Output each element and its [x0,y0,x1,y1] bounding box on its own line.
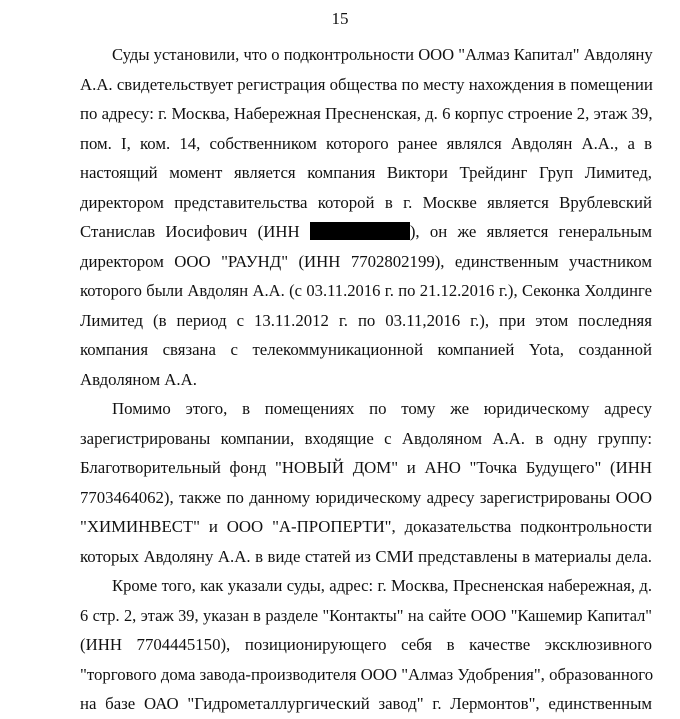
text-line: 6 стр. 2, этаж 39, указан в разделе "Контакты" на сайте ООО "Кашемир Капитал" [80,605,652,625]
text-line: "ХИМИНВЕСТ" и ООО "А-ПРОПЕРТИ", доказательства подконтрольности [80,517,652,536]
text-line: директором ООО "РАУНД" (ИНН 7702802199), единственным участником [80,251,652,271]
text-line: А.А. свидетельствует регистрация общества по месту нахождения в помещении [80,74,653,94]
text-line: Благотворительный фонд "НОВЫЙ ДОМ" и АНО "Точка Будущего" (ИНН [80,458,652,477]
text-line-with-redaction [80,217,652,247]
text-line: директором представительства которой в г. Москве является Врублевский [80,192,652,212]
text-line: Авдоляном А.А. [80,369,197,389]
text-line: которых Авдоляну А.А. в виде статей из СМИ представлены в материалы дела. [80,546,652,566]
text-line: "торгового дома завода-производителя ООО "Алмаз Удобрения", образованного [80,664,654,684]
text-line: Суды установили, что о подконтрольности ООО "Алмаз Капитал" Авдоляну [112,45,653,64]
text-fragment: Станислав Иосифович (ИНН [80,222,300,241]
page-number: 15 [331,9,349,28]
text-line: по адресу: г. Москва, Набережная Пресненская, д. 6 корпус строение 2, этаж 39, [80,104,653,123]
text-fragment: ), он же является генеральным [409,222,652,241]
text-line: настоящий момент является компания Виктори Трейдинг Груп Лимитед, [80,163,652,182]
text-line: на базе ОАО "Гидрометаллургический завод" г. Лермонтов", единственным [80,694,652,713]
paragraph-2 [80,394,652,571]
text-line: Кроме того, как указали суды, адрес: г. Москва, Пресненская набережная, д. [112,576,652,595]
text-line: компания связана с телекоммуникационной компанией Yota, созданной [80,340,652,359]
text-line: пом. I, ком. 14, собственником которого ранее являлся Авдолян А.А., а в [80,133,652,153]
text-line: зарегистрированы компании, входящие с Авдоляном А.А. в одну группу: [80,428,652,448]
redacted-inn-block [310,222,410,240]
text-line: 7703464062), также по данному юридическому адресу зарегистрированы ООО [80,487,652,507]
text-line: Помимо этого, в помещениях по тому же юридическому адресу [112,399,652,418]
document-body [80,40,652,719]
text-line: Лимитед (в период с 13.11.2012 г. по 03.11,2016 г.), при этом последняя [80,310,652,330]
text-line: (ИНН 7704445150), позиционирующего себя в качестве эксклюзивного [80,635,652,654]
paragraph-1 [80,40,652,394]
text-line: которого были Авдолян А.А. (с 03.11.2016 г. по 21.12.2016 г.), Секонка Холдинге [80,281,652,300]
paragraph-3 [80,571,652,719]
